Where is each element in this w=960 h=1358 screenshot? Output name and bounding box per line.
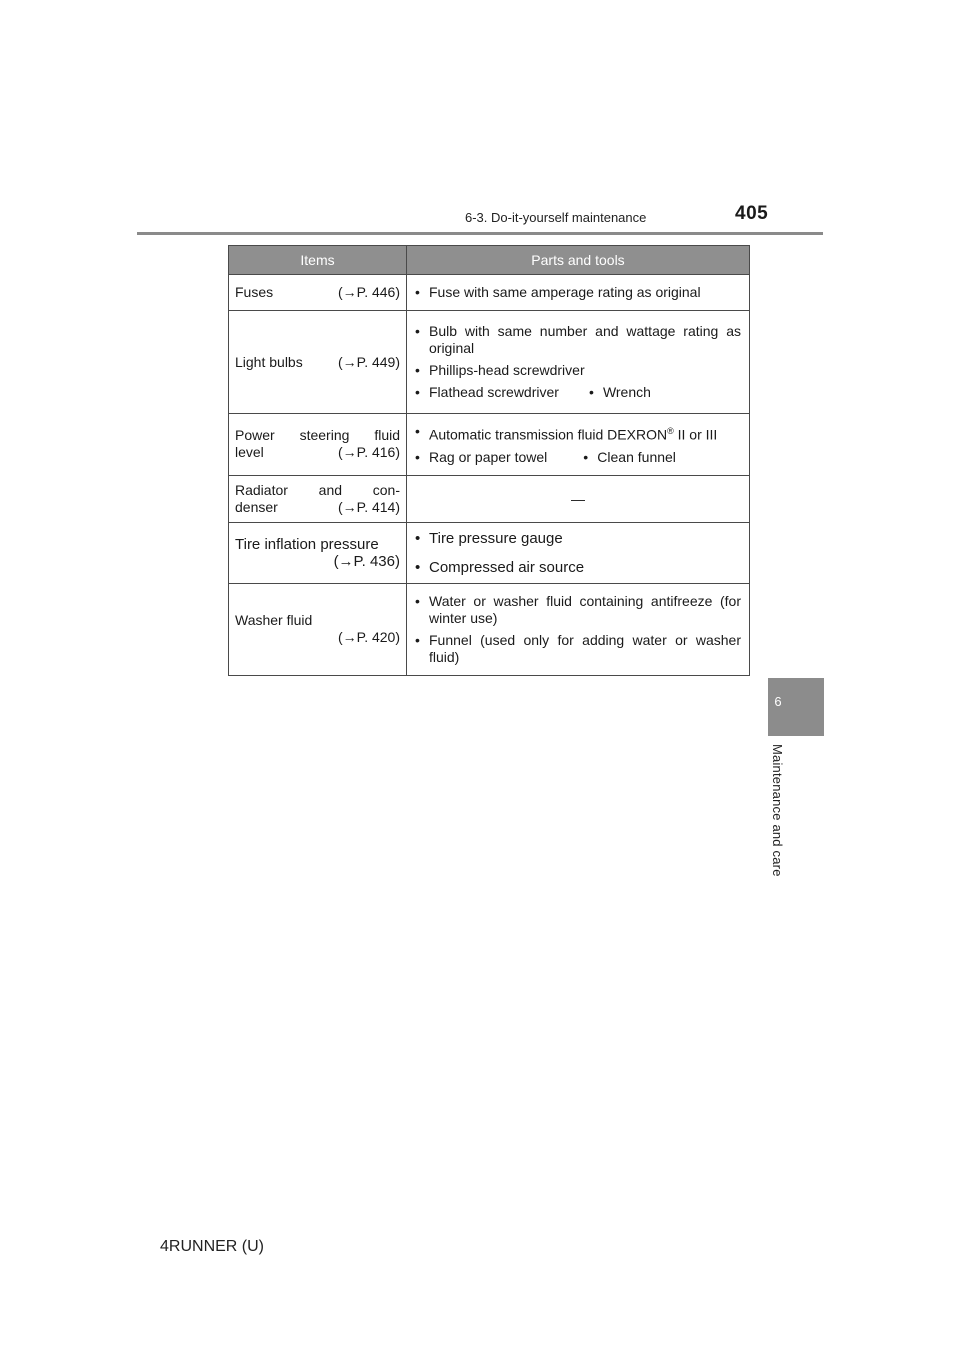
list-item-pair: • Rag or paper towel • Clean funnel [415, 448, 676, 465]
item-cell [229, 275, 407, 311]
item-name: Tire inflation pressure [235, 535, 379, 553]
table-row [229, 311, 750, 414]
list-item: • Fuse with same amperage rating as original [415, 284, 701, 300]
chapter-number: 6 [774, 694, 782, 709]
table-row [229, 583, 750, 675]
list-item: • Compressed air source [415, 558, 585, 576]
list-item: • Water or washer fluid containing antifreeze (for winter use) [415, 592, 741, 626]
item-name: Fuses [235, 284, 274, 300]
table-row [229, 414, 750, 476]
page-reference: (→P. 436) [333, 552, 400, 570]
page-reference: (→P. 446) [338, 284, 400, 300]
parts-cell [407, 475, 750, 522]
chapter-tab [768, 678, 824, 736]
item-cell [229, 414, 407, 476]
parts-cell [407, 311, 750, 414]
header-divider [137, 232, 823, 235]
list-item-pair: • Flathead screwdriver • Wrench [415, 384, 651, 400]
list-item: • Tire pressure gauge [415, 529, 563, 547]
parts-cell [407, 522, 750, 583]
item-name: Radiator and con- [235, 481, 400, 498]
parts-cell [407, 414, 750, 476]
parts-cell [407, 583, 750, 675]
item-name-cont: denser [235, 498, 278, 515]
item-cell [229, 475, 407, 522]
list-item: • Phillips-head screwdriver [415, 362, 585, 378]
table-row [229, 275, 750, 311]
item-name: Power steering fluid [235, 427, 400, 444]
vehicle-model: 4RUNNER (U) [160, 1238, 264, 1255]
list-item: • Automatic transmission fluid DEXRON® II or III [415, 423, 718, 443]
page-reference: (→P. 414) [338, 498, 400, 515]
page-reference: (→P. 416) [338, 444, 400, 461]
column-header-items: Items [229, 246, 407, 275]
item-name-cont: level [235, 444, 264, 461]
page-reference: (→P. 420) [338, 629, 400, 646]
item-cell [229, 522, 407, 583]
list-item: • Bulb with same number and wattage rating as original [415, 323, 741, 356]
maintenance-items-table [228, 245, 750, 676]
no-parts-dash: — [571, 490, 585, 507]
column-header-parts: Parts and tools [407, 246, 750, 275]
item-name: Washer fluid [235, 612, 313, 629]
page-number: 405 [735, 203, 769, 224]
chapter-label: Maintenance and care [770, 744, 785, 877]
page-reference: (→P. 449) [338, 353, 400, 370]
table-row [229, 522, 750, 583]
table-row [229, 475, 750, 522]
item-name: Light bulbs [235, 353, 303, 370]
section-title: 6-3. Do-it-yourself maintenance [465, 210, 647, 225]
table-header-row [229, 246, 750, 275]
item-cell [229, 583, 407, 675]
page-header [137, 200, 823, 236]
parts-cell [407, 275, 750, 311]
item-cell [229, 311, 407, 414]
list-item: • Funnel (used only for adding water or washer fluid) [415, 631, 741, 665]
